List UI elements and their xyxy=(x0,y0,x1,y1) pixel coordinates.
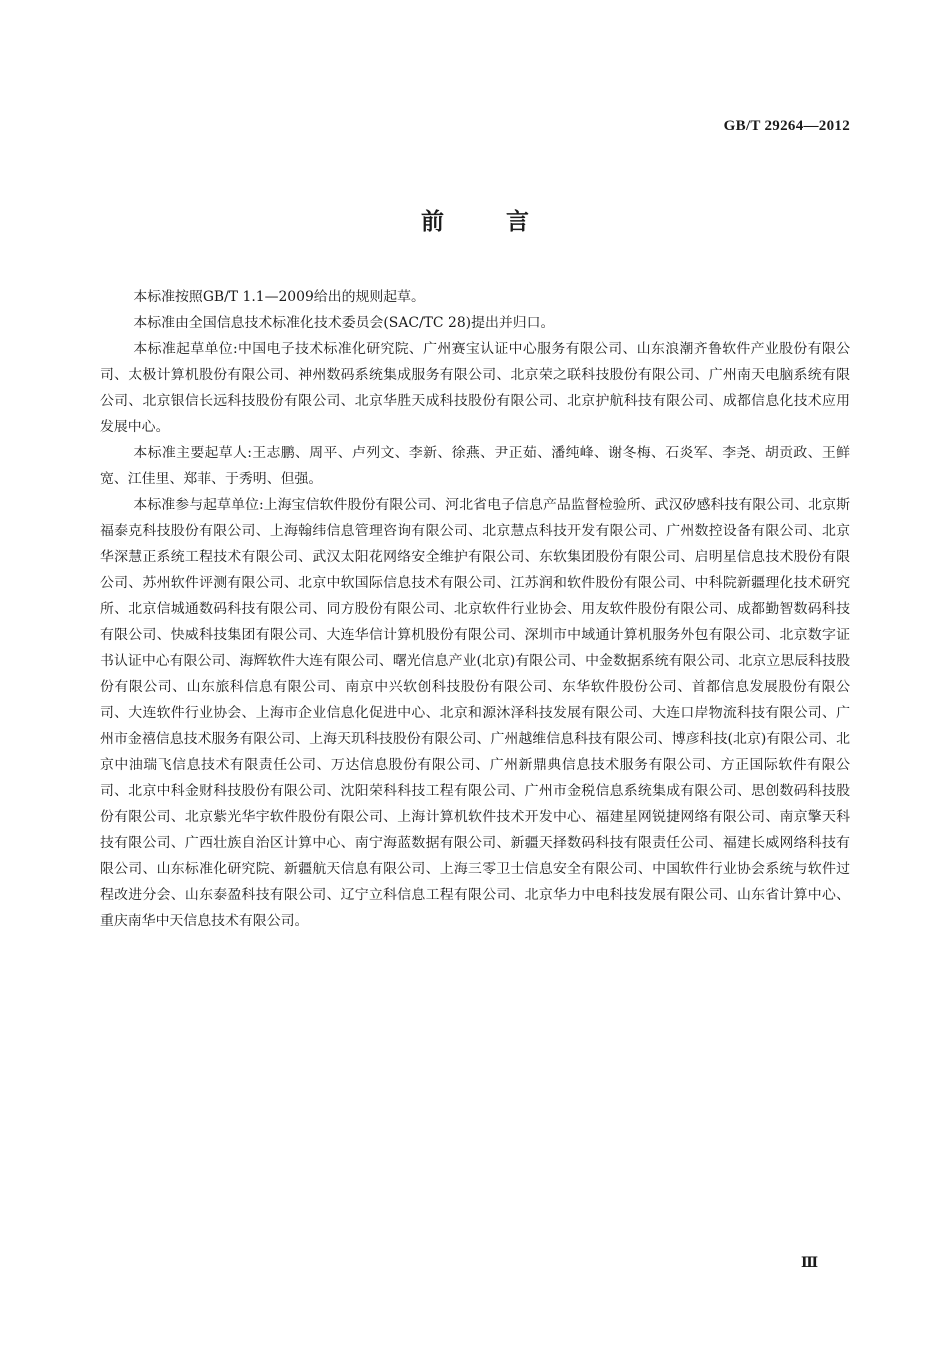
paragraph-drafting-units: 本标准起草单位:中国电子技术标准化研究院、广州赛宝认证中心服务有限公司、山东浪潮齐鲁软件产业股份有限公司、太极计算机股份有限公司、神州数码系统集成服务有限公司、北京荣之联科技股份有限公司、广州南天电脑系统有限公司、北京银信长远科技股份有限公司、北京华胜天成科技股份有限公司、北京护航科技有限公司、成都信息化技术应用发展中心。 xyxy=(100,341,850,435)
paragraph-main-drafters: 本标准主要起草人:王志鹏、周平、卢列文、李新、徐燕、尹正茹、潘纯峰、谢冬梅、石炎军、李尧、胡贡政、王鲜宽、江佳里、郑菲、于秀明、但强。 xyxy=(100,445,850,487)
paragraph-proposer: 本标准由全国信息技术标准化技术委员会(SAC/TC 28)提出并归口。 xyxy=(133,315,555,331)
page-number: Ⅲ xyxy=(800,1256,818,1271)
standard-number: GB/T 29264—2012 xyxy=(723,118,850,134)
paragraph-participating-units: 本标准参与起草单位:上海宝信软件股份有限公司、河北省电子信息产品监督检验所、武汉矽感科技有限公司、北京斯福泰克科技股份有限公司、上海翰纬信息管理咨询有限公司、北京慧点科技开发有限公司、广州数控设备有限公司、北京华深慧正系统工程技术有限公司、武汉太阳花网络安全维护有限公司、东软集团股份有限公司、启明星信息技术股份有限公司、苏州软件评测有限公司、北京中软国际信息技术有限公司、江苏润和软件股份有限公司、中科院新疆理化技术研究所、北京信城通数码科技有限公司、同方股份有限公司、北京软件行业协会、用友软件股份有限公司、成都勤智数码科技有限公司、快威科技集团有限公司、大连华信计算机股份有限公司、深圳市中域通计算机服务外包有限公司、北京数字证书认证中心有限公司、海辉软件大连有限公司、曙光信息产业(北京)有限公司、中金数据系统有限公司、北京立思辰科技股份有限公司、山东旅科信息有限公司、南京中兴软创科技股份有限公司、东华软件股份公司、首都信息发展股份有限公司、大连软件行业协会、上海市企业信息化促进中心、北京和源沐泽科技发展有限公司、大连口岸物流科技有限公司、广州市金禧信息技术服务有限公司、上海天玑科技股份有限公司、广州越维信息科技有限公司、博彦科技(北京)有限公司、北京中油瑞飞信息技术有限责任公司、万达信息股份有限公司、广州新鼎典信息技术服务有限公司、方正国际软件有限公司、北京中科金财科技股份有限公司、沈阳荣科科技工程有限公司、广州市金税信息系统集成有限公司、思创数码科技股份有限公司、北京紫光华宇软件股份有限公司、上海计算机软件技术开发中心、福建星网锐捷网络有限公司、南京擎天科技有限公司、广西壮族自治区计算中心、南宁海蓝数据有限公司、新疆天择数码科技有限责任公司、福建长威网络科技有限公司、山东标准化研究院、新疆航天信息有限公司、上海三零卫士信息安全有限公司、中国软件行业协会系统与软件过程改进分会、山东泰盈科技有限公司、辽宁立科信息工程有限公司、北京华力中电科技发展有限公司、山东省计算中心、重庆南华中天信息技术有限公司。 xyxy=(100,497,850,929)
paragraph-drafting-rules: 本标准按照GB/T 1.1—2009给出的规则起草。 xyxy=(133,289,425,305)
body-text xyxy=(100,284,850,934)
page-title: 前言 xyxy=(421,209,591,235)
